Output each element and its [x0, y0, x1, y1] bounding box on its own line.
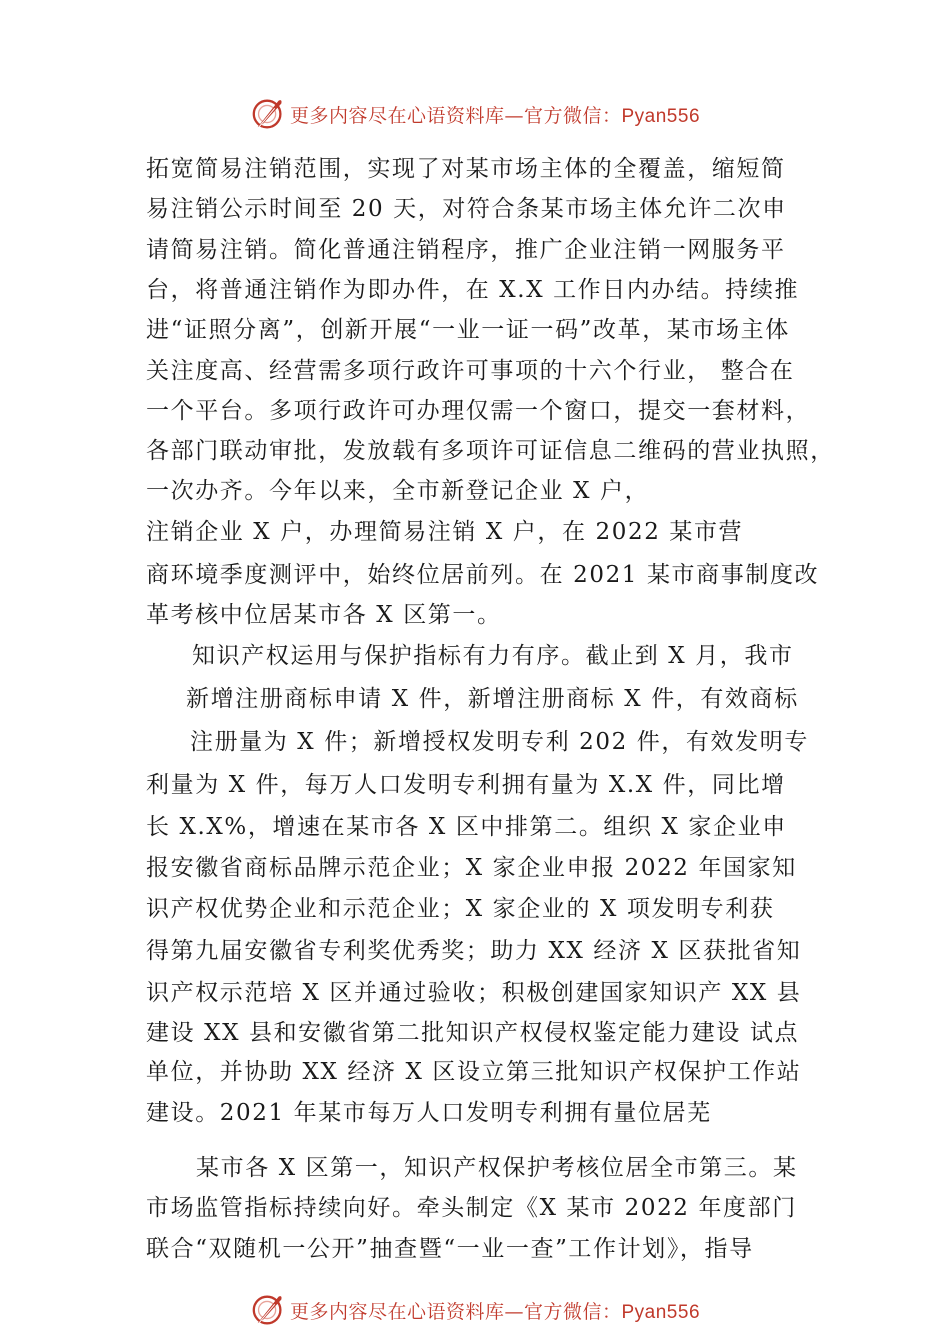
text-line: 关注度高、经营需多项行政许可事项的十六个行业， 整合在	[146, 358, 795, 384]
text-line: 商环境季度测评中，始终位居前列。在 2021 某市商事制度改	[146, 562, 820, 588]
header-banner-text: 更多内容尽在心语资料库—官方微信：Pyan556	[289, 104, 701, 127]
text-line: 市场监管指标持续向好。牵头制定《X 某市 2022 年度部门	[146, 1195, 797, 1221]
quill-logo-icon	[250, 95, 288, 133]
text-line: 长 X.X%，增速在某市各 X 区中排第二。组织 X 家企业申	[146, 814, 787, 840]
text-line: 新增注册商标申请 X 件，新增注册商标 X 件，有效商标	[186, 686, 799, 712]
text-line: 进“证照分离”，创新开展“一业一证一码”改革，某市场主体	[146, 317, 790, 343]
text-line: 一个平台。多项行政许可办理仅需一个窗口，提交一套材料，	[146, 398, 811, 424]
footer-banner-text: 更多内容尽在心语资料库—官方微信：Pyan556	[289, 1300, 701, 1323]
text-line: 请简易注销。简化普通注销程序，推广企业注销一网服务平	[146, 237, 786, 263]
text-line: 易注销公示时间至 20 天，对符合条某市场主体允许二次申	[146, 196, 787, 222]
footer-banner	[0, 1290, 950, 1330]
text-line: 注销企业 X 户，办理简易注销 X 户，在 2022 某市营	[146, 519, 744, 545]
text-line: 注册量为 X 件；新增授权发明专利 202 件，有效发明专	[190, 729, 809, 755]
wechat-handle: Pyan556	[621, 105, 701, 127]
text-line: 一次办齐。今年以来，全市新登记企业 X 户，	[146, 478, 650, 504]
text-line: 建设。2021 年某市每万人口发明专利拥有量位居芜	[146, 1100, 712, 1126]
text-line: 利量为 X 件，每万人口发明专利拥有量为 X.X 件，同比增	[146, 772, 786, 798]
paragraph-start-line: 知识产权运用与保护指标有力有序。截止到 X 月，我市	[192, 643, 794, 669]
text-line: 识产权优势企业和示范企业；X 家企业的 X 项发明专利获	[146, 896, 775, 922]
text-line: 建设 XX 县和安徽省第二批知识产权侵权鉴定能力建设 试点	[146, 1020, 800, 1046]
wechat-handle: Pyan556	[621, 1301, 701, 1323]
text-line: 各部门联动审批，发放载有多项许可证信息二维码的营业执照，	[146, 438, 835, 464]
text-line: 得第九届安徽省专利奖优秀奖；助力 XX 经济 X 区获批省知	[146, 938, 802, 964]
text-line: 单位，并协助 XX 经济 X 区设立第三批知识产权保护工作站	[146, 1059, 802, 1085]
text-line: 识产权示范培 X 区并通过验收；积极创建国家知识产 XX 县	[146, 980, 802, 1006]
text-line: 革考核中位居某市各 X 区第一。	[146, 602, 502, 628]
header-banner	[0, 94, 950, 134]
paragraph-start-line: 某市各 X 区第一，知识产权保护考核位居全市第三。某	[196, 1155, 798, 1181]
text-line: 拓宽简易注销范围，实现了对某市场主体的全覆盖，缩短简	[146, 156, 786, 182]
text-line: 台，将普通注销作为即办件，在 X.X 工作日内办结。持续推	[146, 277, 800, 303]
text-line: 联合“双随机一公开”抽查暨“一业一查”工作计划》，指导	[146, 1236, 754, 1262]
quill-logo-icon	[250, 1291, 288, 1329]
text-line: 报安徽省商标品牌示范企业；X 家企业申报 2022 年国家知	[146, 855, 797, 881]
